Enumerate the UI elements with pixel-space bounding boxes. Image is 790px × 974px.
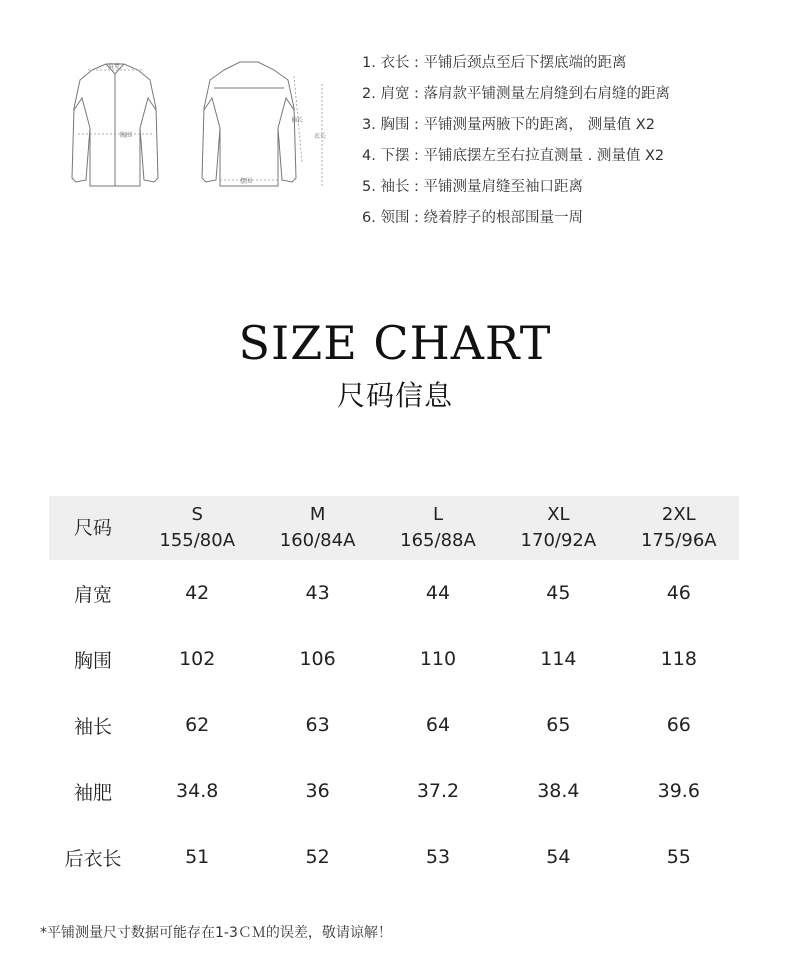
diagram-label-shoulder: 肩宽 [108, 63, 121, 70]
table-cell: 44 [425, 582, 451, 604]
table-cell: 102 [179, 648, 216, 670]
shirt-diagram-svg [44, 58, 334, 198]
table-cell: 34.8 [176, 780, 219, 802]
table-row [49, 560, 739, 626]
table-cell: 63 [305, 714, 330, 736]
table-cell: 64 [425, 714, 451, 736]
back-shirt-body [202, 62, 296, 186]
table-cell: 62 [185, 714, 210, 736]
row-label: 袖长 [73, 715, 112, 738]
table-row [49, 626, 739, 692]
size-code: L [432, 504, 443, 525]
table-cell: 51 [185, 846, 210, 868]
note-item: 1. 衣长 : 平铺后颈点至后下摆底端的距离 [362, 55, 627, 71]
table-cell: 118 [660, 648, 697, 670]
table-cell: 37.2 [416, 780, 460, 802]
measurement-footnote: *平铺测量尺寸数据可能存在1-3ＣＭ的误差，敬请谅解！ [40, 925, 392, 941]
table-cell: 53 [425, 846, 451, 868]
size-header-label: 尺码 [73, 517, 112, 539]
size-table [49, 496, 739, 890]
size-body-spec: 170/92A [520, 530, 597, 551]
note-item: 2. 肩宽 : 落肩款平铺测量左肩缝到右肩缝的距离 [362, 86, 671, 102]
table-cell: 55 [666, 846, 691, 868]
size-column-header [498, 496, 618, 560]
table-cell: 114 [540, 648, 577, 670]
table-cell: 45 [546, 582, 571, 604]
table-cell: 36 [305, 780, 330, 802]
page-title-english: SIZE CHART [238, 316, 552, 370]
table-cell: 66 [666, 714, 691, 736]
table-cell: 110 [419, 648, 457, 670]
size-column-header [137, 496, 257, 560]
table-cell: 38.4 [537, 780, 580, 802]
measurement-notes [362, 48, 670, 234]
table-row [49, 692, 739, 758]
size-code: S [191, 504, 203, 525]
table-cell: 42 [185, 582, 210, 604]
size-code: XL [547, 504, 570, 525]
row-label: 肩宽 [73, 583, 112, 606]
diagram-label-chest: 胸围 [120, 132, 133, 139]
size-column-header [378, 496, 498, 560]
table-cell: 52 [305, 846, 330, 868]
table-cell: 46 [666, 582, 691, 604]
row-label: 胸围 [73, 649, 112, 672]
row-label: 后衣长 [64, 847, 122, 870]
table-cell: 43 [305, 582, 330, 604]
size-code: 2XL [661, 504, 696, 525]
size-body-spec: 160/84A [279, 530, 356, 551]
row-label: 袖肥 [73, 781, 112, 804]
table-cell: 39.6 [657, 780, 700, 802]
note-item: 3. 胸围 : 平铺测量两腋下的距离， 测量值 X2 [362, 117, 655, 133]
diagram-label-sleeve: 袖长 [291, 117, 304, 124]
size-code: M [309, 504, 326, 525]
diagram-label-hem: 摆围 [240, 178, 253, 185]
size-body-spec: 165/88A [400, 530, 476, 551]
size-body-spec: 175/96A [640, 530, 717, 551]
size-body-spec: 155/80A [159, 530, 236, 551]
table-row [49, 824, 739, 890]
table-cell: 54 [546, 846, 571, 868]
note-item: 6. 领围 : 绕着脖子的根部围量一周 [362, 210, 584, 226]
diagram-label-length: 衣长 [314, 133, 327, 140]
table-cell: 106 [299, 648, 336, 670]
note-item: 4. 下摆 : 平铺底摆左至右拉直测量 . 测量值 X2 [362, 148, 665, 164]
page-title-chinese: 尺码信息 [336, 379, 453, 412]
note-item: 5. 袖长 : 平铺测量肩缝至袖口距离 [362, 179, 584, 195]
size-table-header-row [49, 496, 739, 560]
shirt-measurement-diagram [44, 58, 334, 198]
size-column-header [257, 496, 377, 560]
table-row [49, 758, 739, 824]
size-column-header [619, 496, 739, 560]
table-cell: 65 [546, 714, 571, 736]
